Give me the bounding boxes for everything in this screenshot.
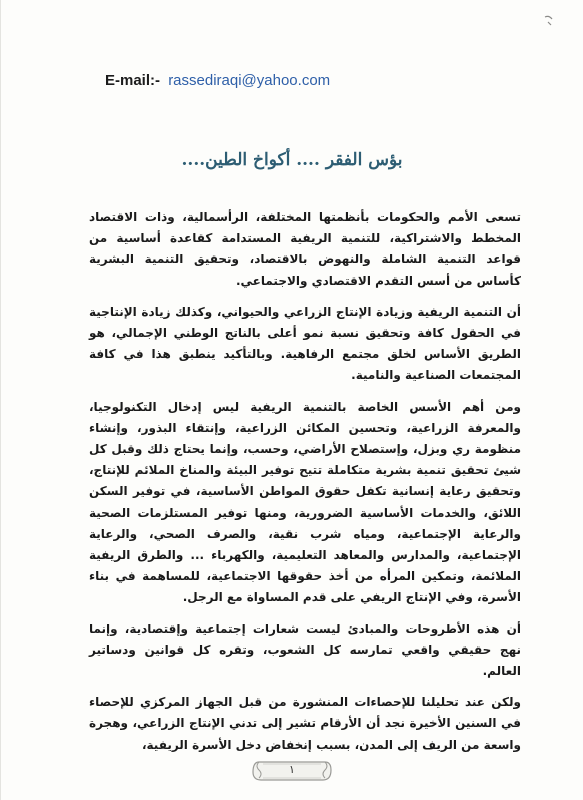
page-footer: [251, 756, 333, 786]
paragraph-4: أن هذه الأطروحات والمبادئ ليست شعارات إجتماعية وإقتصادية، وإنما نهج حقيقي واقعي تمارسه كل الشعوب، وتقره كل قوانين ودساتير العالم.: [89, 621, 521, 679]
paragraph-2: أن التنمية الريفية وزيادة الإنتاج الزراعي والحيواني، وكذلك زيادة الإنتاجية في الحقول كافة وتحقيق نسبة نمو أعلى بالناتج الوطني الإجمالي، هو الطريق الأساس لخلق مجتمع الرفاهية. وبالتأكيد ينطبق هذا في كافة المجتمعات الصناعية والنامية.: [89, 304, 521, 383]
document-title: بؤس الفقر .... أكواخ الطين....: [181, 150, 403, 170]
paragraph-1: تسعى الأمم والحكومات بأنظمتها المختلفة، الرأسمالية، وذات الاقتصاد المخطط والاشتراكية، للتنمية الريفية المستدامة كقاعدة أساسية من قواعد التنمية الشاملة والنهوض بالاقتصاد، وتحقيق التنمية البشرية كأساس من أسس التقدم الاقتصادي والاجتماعي.: [89, 210, 521, 288]
paragraph-5: ولكن عند تحليلنا للإحصاءات المنشورة من قبل الجهاز المركزي للإحصاء في السنين الأخيرة نجد أن الأرقام تشير إلى تدني الإنتاج الزراعي، وهجرة واسعة من الريف إلى المدن، بسبب إنخفاض دخل الأسرة الريفية،: [89, 695, 521, 752]
email-label: E-mail:-: [105, 72, 161, 89]
paragraph-3: ومن أهم الأسس الخاصة بالتنمية الريفية ليس إدخال التكنولوجيا، والمعرفة الزراعية، وتحسين المكائن الزراعية، وإنتقاء البذور، وإنشاء منظومة ري وبزل، وإستصلاح الأراضي، وحسب، وإنما يحتاج ذلك وقبل كل شيئ تحقيق تنمية بشرية متكاملة تتيح توفير البيئة والمناخ الملائم للإنتاج، وتحقيق رعاية إنسانية تكفل حقوق المواطن الأساسية، في توفير السكن اللائق، والخدمات الأساسية الضرورية، ومنها توفير المستلزمات الصحية والرعاية الإجتماعية، ومياه شرب نقية، والصرف الصحي، والرعاية الإجتماعية، والمدارس والمعاهد التعليمية، والكهرباء ... والطرق الريفية الملائمة، وتمكين المرأه من أخذ حقوقها الاجتماعية، للمساهمة في بناء الأسرة، وفي الإنتاج الريفي على قدم المساواة مع الرجل.: [89, 399, 521, 605]
email-address[interactable]: rassediraqi@yahoo.com: [168, 72, 331, 89]
email-header: [105, 72, 330, 89]
page-number: ١: [289, 763, 295, 776]
corner-mark-icon: [542, 14, 556, 28]
document-body: [89, 207, 521, 766]
